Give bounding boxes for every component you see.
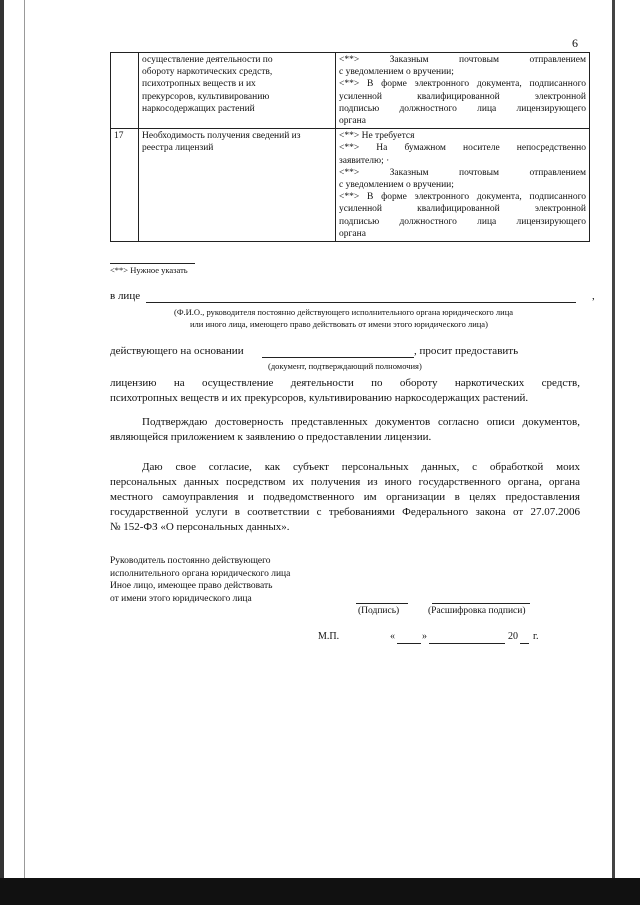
name-line: реестра лицензий xyxy=(142,143,214,154)
date-year-field[interactable] xyxy=(520,643,529,644)
way-line: подписью должностного лица лицензирующего xyxy=(339,103,586,114)
fio-hint: или иного лица, имеющего право действовать от имени этого юридического лица) xyxy=(190,319,488,329)
date-day-field[interactable] xyxy=(397,643,421,644)
row-number xyxy=(111,53,139,129)
way-line: <**> На бумажном носителе непосредственно xyxy=(339,143,586,154)
row-delivery-way xyxy=(336,53,590,129)
date-month-field[interactable] xyxy=(429,643,505,644)
fio-hint: (Ф.И.О., руководителя постоянно действующего исполнительного органа юридического лица xyxy=(174,307,514,317)
scan-fold-line xyxy=(24,0,25,880)
consent-line: персональных данных посредством их получения из иного государственного органа, органа xyxy=(110,476,580,488)
name-line: психотропных веществ и их xyxy=(142,79,256,90)
comma: , xyxy=(592,290,595,302)
confirm-line: являющейся приложением к заявлению о предоставлении лицензии. xyxy=(110,431,432,443)
row-delivery-way xyxy=(336,129,590,242)
scan-edge-left xyxy=(0,0,4,905)
document-hint: (документ, подтверждающий полномочия) xyxy=(268,361,422,371)
signature-hint: (Подпись) xyxy=(358,606,400,616)
services-table xyxy=(110,52,590,242)
confirm-line: Подтверждаю достоверность представленных документов согласно описи документов, xyxy=(142,416,580,428)
signature-decode-field[interactable] xyxy=(432,603,530,604)
signatory-line: Руководитель постоянно действующего xyxy=(110,556,271,566)
signatory-block xyxy=(110,555,290,605)
way-line: <**> В форме электронного документа, подписанного xyxy=(339,79,586,90)
consent-line: местного самоуправления и подведомственного им организации в целях предоставления xyxy=(110,491,580,503)
way-line: <**> В форме электронного документа, подписанного xyxy=(339,192,586,203)
license-line: психотропных веществ и их прекурсоров, культивированию наркосодержащих растений. xyxy=(110,392,529,404)
way-line: органа xyxy=(339,116,366,127)
asks-label: , просит предоставить xyxy=(414,345,519,357)
date-open-quote: « xyxy=(390,631,395,642)
name-line: наркосодержащих растений xyxy=(142,103,255,114)
way-line: усиленной квалифицированной электронной xyxy=(339,91,586,102)
row-name xyxy=(139,53,336,129)
basis-document-field[interactable] xyxy=(262,357,414,358)
confirmation-paragraph xyxy=(110,415,580,445)
name-line: осуществление деятельности по xyxy=(142,55,273,65)
way-line: с уведомлением о вручении; xyxy=(339,180,454,191)
signatory-line: Иное лицо, имеющее право действовать xyxy=(110,581,273,591)
name-line: Необходимость получения сведений из xyxy=(142,131,301,142)
scan-bottom-bar xyxy=(0,878,640,905)
fio-field[interactable] xyxy=(146,302,576,303)
name-line: прекурсоров, культивированию xyxy=(142,91,270,102)
signatory-line: от имени этого юридического лица xyxy=(110,593,252,604)
consent-line: Даю свое согласие, как субъект персональных данных, с обработкой моих xyxy=(142,461,580,473)
footnote-rule xyxy=(110,263,195,264)
way-line: усиленной квалифицированной электронной xyxy=(339,204,586,215)
consent-paragraph xyxy=(110,460,580,535)
table-row xyxy=(111,129,590,242)
date-close-quote: » xyxy=(422,631,427,642)
way-line: <**> Заказным почтовым отправлением xyxy=(339,55,586,65)
way-line: <**> Не требуется xyxy=(339,131,415,142)
signatory-line: исполнительного органа юридического лица xyxy=(110,568,291,579)
license-line: лицензию на осуществление деятельности по обороту наркотических средств, xyxy=(110,377,580,389)
way-line: с уведомлением о вручении; xyxy=(339,67,454,78)
year-suffix: г. xyxy=(533,631,539,642)
page-number: 6 xyxy=(572,36,578,50)
footnote: <**> Нужное указать xyxy=(110,265,188,275)
stamp-place-label: М.П. xyxy=(318,631,340,642)
way-line: заявителю; · xyxy=(339,155,390,166)
name-line: обороту наркотических средств, xyxy=(142,67,273,78)
way-line: подписью должностного лица лицензирующего xyxy=(339,216,586,227)
basis-label: действующего на основании xyxy=(110,345,244,357)
signature-decode-hint: (Расшифровка подписи) xyxy=(428,606,526,616)
row-name xyxy=(139,129,336,242)
consent-line: государственной услуги в соответствии с требованиями Федерального закона от 27.07.2006 xyxy=(110,506,580,518)
consent-line: № 152-ФЗ «О персональных данных». xyxy=(110,521,290,533)
year-prefix: 20 xyxy=(508,631,518,642)
license-request xyxy=(110,376,580,406)
way-line: <**> Заказным почтовым отправлением xyxy=(339,167,586,178)
signature-field[interactable] xyxy=(356,603,408,604)
scan-edge-right xyxy=(612,0,615,880)
way-line: органа xyxy=(339,228,366,239)
v-litse-label: в лице xyxy=(110,290,141,302)
table-row xyxy=(111,53,590,129)
row-number: 17 xyxy=(111,129,139,242)
